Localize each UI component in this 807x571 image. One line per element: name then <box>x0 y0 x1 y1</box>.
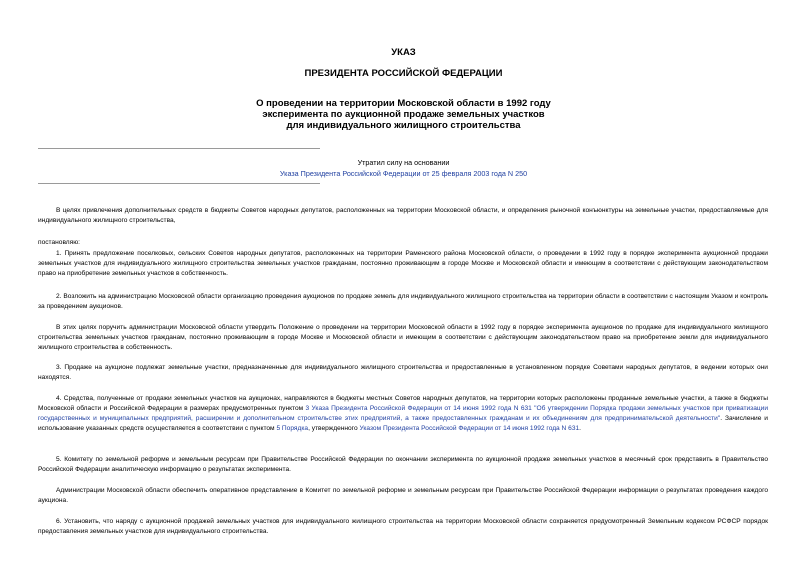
preamble-paragraph: В целях привлечения дополнительных средств в бюджеты Советов народных депутатов, расположенных на территории Московской области, и определения рыночной конъюнктуры на земельные участки, предоставляемые для индивидуального жилищного строительства, <box>38 207 768 224</box>
paragraph-1: 1. Принять предложение поселковых, сельских Советов народных депутатов, расположенных на территории Раменского района Московской области, о проведении в 1992 году в порядке эксперимента аукционной продажи земельных участков для индивидуального жилищного строительства земельных участков гражданам, постоянно проживающим в городе Москве и Московской области и имеющим в соответствии с действующим законодательством право на приобретение земельных участков в собственность. <box>38 250 768 277</box>
lapsed-decree-link[interactable]: Указа Президента Российской Федерации от 25 февраля 2003 года N 250 <box>279 169 528 178</box>
paragraph-2-continued: В этих целях поручить администрации Московской области утвердить Положение о проведении на территории Московской области в 1992 году в порядке эксперимента аукционов по продаже для индивидуального жилищного строительства земельных участков гражданам, постоянно проживающим в городе Москве и Московской области и имеющим в соответствии с действующим законодательством право на приобретение земли для индивидуального жилищного строительства в собственность. <box>38 324 768 351</box>
decree-type-heading: УКАЗ <box>391 47 416 58</box>
divider-top <box>38 148 320 149</box>
decree-paragraph: постановляю: <box>38 239 81 246</box>
decree-631-link[interactable]: 3 Указа Президента Российской Федерации от 14 июня 1992 года N 631 "Об утверждении Порядка продажи земельных участков при приватизации государственных и муниципальных предприятий, расширении и дополнительном строительстве этих предприятий, а также предоставленных гражданам и их объединениям для предпринимательской деятельности" <box>38 405 768 422</box>
title-line: эксперимента по аукционной продаже земельных участков <box>262 109 545 120</box>
title-line: О проведении на территории Московской области в 1992 году <box>256 98 551 109</box>
issuer-heading: ПРЕЗИДЕНТА РОССИЙСКОЙ ФЕДЕРАЦИИ <box>304 68 503 79</box>
paragraph-3: 3. Продаже на аукционе подлежат земельные участки, предназначенные для индивидуального жилищного строительства и предоставленные в установленном порядке Советами народных депутатов, в ведении которых они находятся. <box>38 364 768 381</box>
decree-631-approval-link[interactable]: Указом Президента Российской Федерации от 14 июня 1992 года N 631 <box>359 425 580 432</box>
paragraph-6: 6. Установить, что наряду с аукционной продажей земельных участков для индивидуального жилищного строительства на территории Московской области сохраняется предусмотренный Земельным кодексом РСФСР порядок предоставления земельных участков для индивидуального строительства. <box>38 518 768 535</box>
document-title <box>0 98 807 131</box>
paragraph-5-continued: Администрации Московской области обеспечить оперативное представление в Комитет по земельной реформе и земельным ресурсам при Правительстве Российской Федерации информации о результатах проведения каждого аукциона. <box>38 487 768 504</box>
lapsed-note: Утратил силу на основании <box>357 158 450 167</box>
order-section-5-link[interactable]: 5 Порядка <box>276 425 309 432</box>
lapsed-note-link-line <box>0 168 807 179</box>
paragraph-5: 5. Комитету по земельной реформе и земельным ресурсам при Правительстве Российской Федерации по окончании эксперимента по аукционной продаже земельных участков в месячный срок представить в Правительство Российской Федерации аналитическую информацию о результатах эксперимента. <box>38 456 768 473</box>
title-line: для индивидуального жилищного строительства <box>286 120 521 131</box>
divider-bottom <box>38 183 320 184</box>
paragraph-2: 2. Возложить на администрацию Московской области организацию проведения аукционов по продаже земель для индивидуального жилищного строительства на территории области в соответствии с настоящим Указом и контроль за проведением аукционов. <box>38 293 768 310</box>
paragraph-4: 4. Средства, полученные от продажи земельных участков на аукционах, направляются в бюджеты местных Советов народных депутатов, на территории которых расположены проданные земельные участки, а также в бюджеты Московской области и Российской Федерации в размерах предусмотренных пунктом 3 Указа Президента Российской Федерации от 14 июня 1992 года N 631 "Об утверждении Порядка продажи земельных участков при приватизации государственных и муниципальных предприятий, расширении и дополнительном строительстве этих предприятий, а также предоставленных гражданам и их объединениям для предпринимательской деятельности". Зачисление и использование указанных средств осуществляется в соответствии с пунктом 5 Порядка, утвержденного Указом Президента Российской Федерации от 14 июня 1992 года N 631. <box>38 395 768 432</box>
